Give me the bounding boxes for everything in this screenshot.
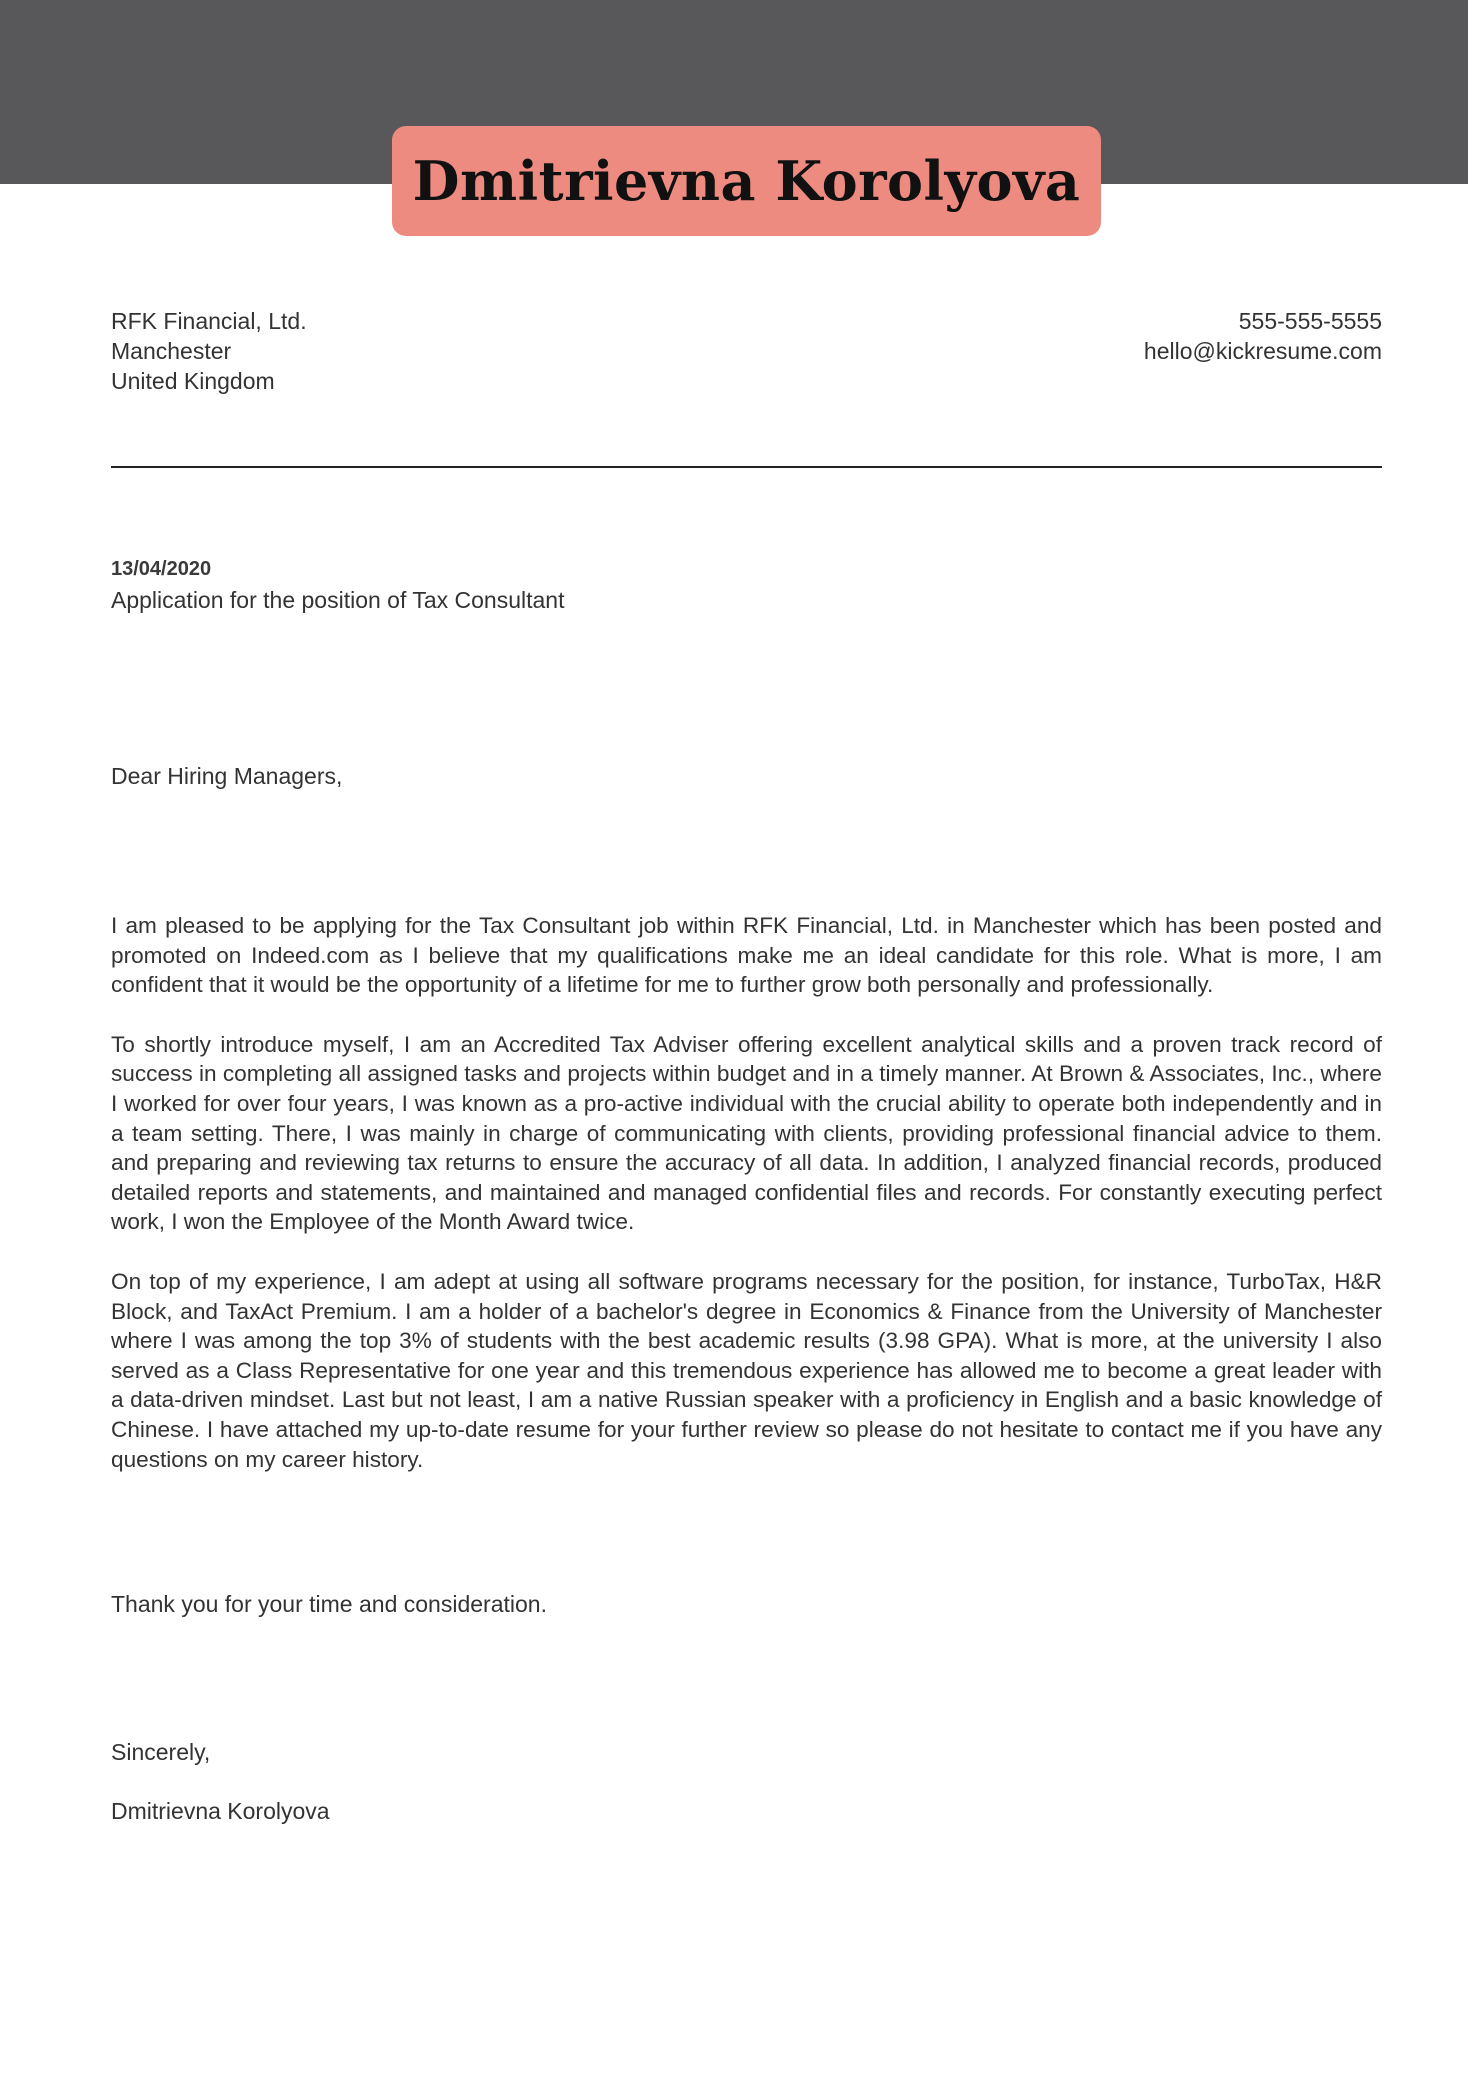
header-divider	[111, 466, 1382, 468]
recipient-country: United Kingdom	[111, 368, 275, 394]
letter-closing: Sincerely,	[111, 1739, 211, 1765]
letter-salutation: Dear Hiring Managers,	[111, 763, 343, 789]
recipient-city: Manchester	[111, 338, 232, 364]
letter-date: 13/04/2020	[111, 558, 212, 580]
letter-signature: Dmitrievna Korolyova	[111, 1798, 330, 1824]
recipient-company: RFK Financial, Ltd.	[111, 308, 307, 334]
contact-email: hello@kickresume.com	[1143, 338, 1382, 364]
letter-subject: Application for the position of Tax Consultant	[111, 587, 565, 613]
contact-phone: 555-555-5555	[1238, 308, 1382, 334]
contact-info	[1144, 306, 1382, 366]
letter-thanks: Thank you for your time and consideration.	[111, 1591, 547, 1617]
body-paragraph-2: To shortly introduce myself, I am an Accredited Tax Adviser offering excellent analytical skills and a proven track record of success in completing all assigned tasks and projects within budget and in a timely manner. At Brown & Associates, Inc., where I worked for over four years, I was known as a pro-active individual with the crucial ability to operate both independently and in a team setting. There, I was mainly in charge of communicating with clients, providing professional financial advice to them. and preparing and reviewing tax returns to ensure the accuracy of all data. In addition, I analyzed financial records, produced detailed reports and statements, and maintained and managed confidential files and records. For constantly executing perfect work, I won the Employee of the Month Award twice.	[111, 1031, 1382, 1235]
body-paragraph-1: I am pleased to be applying for the Tax Consultant job within RFK Financial, Ltd. in Manchester which has been posted and promoted on Indeed.com as I believe that my qualifications make me an ideal candidate for this role. What is more, I am confident that it would be the opportunity of a lifetime for me to further grow both personally and professionally.	[111, 913, 1382, 998]
name-plate	[392, 126, 1101, 236]
body-paragraph-3: On top of my experience, I am adept at using all software programs necessary for the position, for instance, TurboTax, H&R Block, and TaxAct Premium. I am a holder of a bachelor's degree in Economics & Finance from the University of Manchester where I was among the top 3% of students with the best academic results (3.98 GPA). What is more, at the university I also served as a Class Representative for one year and this tremendous experience has allowed me to become a great leader with a data-driven mindset. Last but not least, I am a native Russian speaker with a proficiency in English and a basic knowledge of Chinese. I have attached my up-to-date resume for your further review so please do not hesitate to contact me if you have any questions on my career history.	[111, 1268, 1382, 1472]
recipient-address	[111, 306, 307, 396]
letter-body	[111, 911, 1382, 1504]
applicant-name: Dmitrievna Korolyova	[412, 149, 1081, 213]
